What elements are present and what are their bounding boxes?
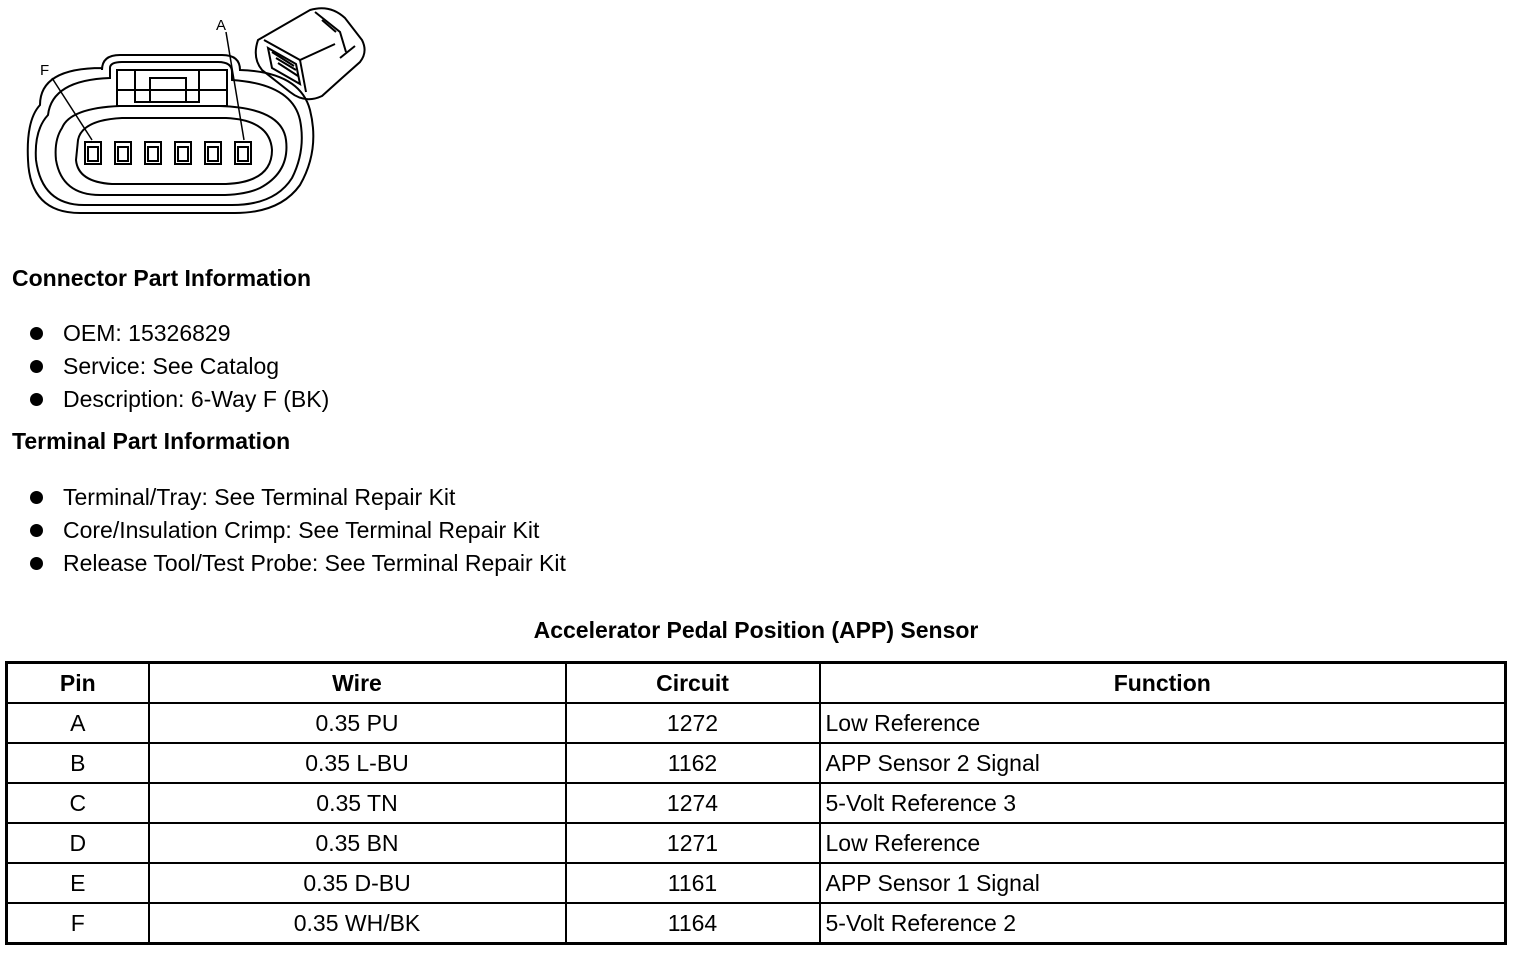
bullet-icon — [30, 327, 43, 340]
connector-info-list — [28, 317, 329, 416]
cell-pin: F — [7, 903, 149, 944]
table-header-row — [7, 663, 1506, 704]
header-wire: Wire — [149, 663, 566, 704]
table-row — [7, 903, 1506, 944]
cell-pin: C — [7, 783, 149, 823]
pin-a-label: A — [216, 17, 227, 34]
connector-thumbnail — [256, 8, 365, 99]
cell-pin: A — [7, 703, 149, 743]
list-item: Terminal/Tray: See Terminal Repair Kit — [28, 481, 566, 514]
cell-function: 5-Volt Reference 2 — [820, 903, 1506, 944]
table-row — [7, 863, 1506, 903]
table-row — [7, 703, 1506, 743]
bullet-icon — [30, 393, 43, 406]
bullet-icon — [30, 557, 43, 570]
cell-pin: E — [7, 863, 149, 903]
cell-wire: 0.35 BN — [149, 823, 566, 863]
table-row — [7, 783, 1506, 823]
cell-function: 5-Volt Reference 3 — [820, 783, 1506, 823]
cell-circuit: 1162 — [566, 743, 820, 783]
list-item: Description: 6-Way F (BK) — [28, 383, 329, 416]
cell-wire: 0.35 D-BU — [149, 863, 566, 903]
header-function: Function — [820, 663, 1506, 704]
list-item: OEM: 15326829 — [28, 317, 329, 350]
terminal-cavities — [85, 142, 251, 164]
cell-function: Low Reference — [820, 823, 1506, 863]
cell-function: Low Reference — [820, 703, 1506, 743]
cell-circuit: 1272 — [566, 703, 820, 743]
connector-diagram — [0, 0, 400, 225]
cell-wire: 0.35 WH/BK — [149, 903, 566, 944]
cell-function: APP Sensor 2 Signal — [820, 743, 1506, 783]
cell-wire: 0.35 L-BU — [149, 743, 566, 783]
cell-wire: 0.35 TN — [149, 783, 566, 823]
cell-wire: 0.35 PU — [149, 703, 566, 743]
header-pin: Pin — [7, 663, 149, 704]
table-row — [7, 743, 1506, 783]
bullet-icon — [30, 491, 43, 504]
list-item: Release Tool/Test Probe: See Terminal Repair Kit — [28, 547, 566, 580]
table-title: Accelerator Pedal Position (APP) Sensor — [533, 617, 979, 643]
bullet-icon — [30, 524, 43, 537]
list-item: Core/Insulation Crimp: See Terminal Repair Kit — [28, 514, 566, 547]
terminal-info-heading: Terminal Part Information — [12, 428, 291, 454]
pinout-table — [5, 661, 1507, 945]
cell-circuit: 1161 — [566, 863, 820, 903]
pin-a-leader — [226, 32, 244, 140]
cell-circuit: 1271 — [566, 823, 820, 863]
cell-pin: D — [7, 823, 149, 863]
cell-circuit: 1274 — [566, 783, 820, 823]
bullet-icon — [30, 360, 43, 373]
terminal-info-list — [28, 481, 566, 580]
table-row — [7, 823, 1506, 863]
pin-f-label: F — [40, 62, 50, 79]
pin-f-leader — [52, 78, 92, 140]
header-circuit: Circuit — [566, 663, 820, 704]
cell-pin: B — [7, 743, 149, 783]
list-item: Service: See Catalog — [28, 350, 329, 383]
cell-circuit: 1164 — [566, 903, 820, 944]
connector-info-heading: Connector Part Information — [12, 265, 312, 291]
cell-function: APP Sensor 1 Signal — [820, 863, 1506, 903]
